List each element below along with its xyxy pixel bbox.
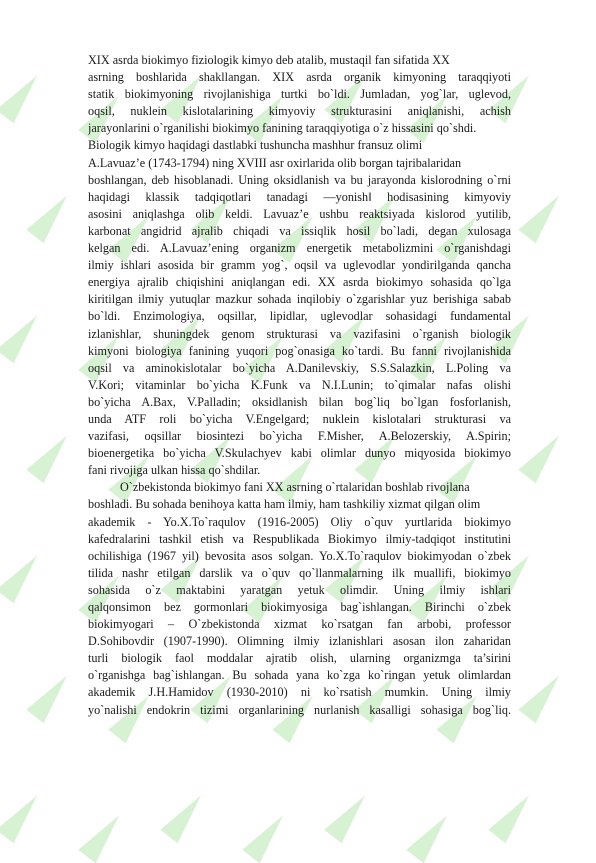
- watermark-mark: [160, 789, 209, 844]
- text-line: statik biokimyoning rivojlanishiga turtki bo`ldi. Jumladan, yog`lar, uglevod,: [88, 87, 511, 102]
- text-line: kafedralarini tashkil etish va Respublikada Biokimyo ilmiy-tadqiqot institutini: [88, 531, 511, 546]
- watermark-mark: [26, 189, 75, 244]
- watermark-mark: [518, 189, 567, 244]
- text-line: O`zbekistonda biokimyo fani XX asrning o`rtalaridan boshlab rivojlana: [120, 480, 470, 495]
- watermark-mark: [0, 549, 46, 604]
- text-line: o`rganishga bag`ishlangan. Bu sohada yana ko`zga ko`ringan yetuk olimlardan: [88, 668, 511, 683]
- text-line: oqsil va aminokislotalar bo`yicha A.Danilevskiy, S.S.Salazkin, L.Poling va: [88, 360, 511, 375]
- text-line: kiritilgan ilmiy yutuqlar mazkur sohada inqilobiy o`zgarishlar yuz berishiga sabab: [88, 292, 511, 307]
- text-line: oqsil, nuklein kislotalarining kimyoviy strukturasini aniqlanishi, achish: [88, 104, 511, 119]
- watermark-mark: [518, 429, 567, 484]
- text-line: jarayonlarini o`rganilishi biokimyo fanining taraqqiyotiga o`z hissasini qo`shdi.: [88, 121, 477, 136]
- text-line: boshladi. Bu sohada benihoya katta ham ilmiy, ham tashkiliy xizmat qilgan olim: [88, 497, 481, 512]
- text-line: asosini aniqlashga olib keldi. Lavuaz’e ushbu reaktsiyada kislorod yutilib,: [88, 206, 511, 221]
- watermark-mark: [324, 789, 373, 844]
- text-line: asrning boshlarida shakllangan. XIX asrda organik kimyoning taraqqiyoti: [88, 70, 511, 85]
- text-line: V.Kori; vitaminlar bo`yicha K.Funk va N.I.Lunin; to`qimalar nafas olishi: [88, 377, 511, 392]
- watermark-mark: [0, 309, 46, 364]
- watermark-mark: [0, 789, 46, 844]
- watermark-mark: [518, 669, 567, 724]
- text-line: kimyoni biologiya fanining yuqori pog`onasiga ko`tardi. Bu fanni rivojlanishida: [88, 343, 511, 358]
- text-line: qalqonsimon bez gormonlari biokimyosiga bag`ishlangan. Birinchi o`zbek: [88, 600, 511, 614]
- text-line: vazifasi, oqsillar biosintezi bo`yicha F.Misher, A.Belozerskiy, A.Spirin;: [88, 429, 511, 444]
- text-line: karbonat angidrid ajralib chiqadi va issiqlik hosil bo`ladi, degan xulosaga: [88, 223, 511, 238]
- text-line: Biologik kimyo haqidagi dastlabki tushuncha mashhur fransuz olimi: [88, 138, 423, 153]
- text-line: ilmiy ishlari asosida bir gramm yog`, oqsil va uglevodlar yondirilganda qancha: [88, 258, 511, 273]
- watermark-mark: [26, 429, 75, 484]
- text-line: yo`nalishi endokrin tizimi organlarining nurlanish kasalligi sohasiga bog`liq.: [88, 702, 511, 717]
- text-line: izlanishlar, shuningdek genom strukturasi va vazifasini o`rganish biologik: [88, 326, 511, 341]
- text-line: sohasida o`z maktabini yaratgan yetuk olimdir. Uning ilmiy ishlari: [88, 582, 511, 597]
- text-line: boshlangan, deb hisoblanadi. Uning oksidlanish va bu jarayonda kislorodning o`rni: [88, 172, 511, 187]
- watermark-mark: [488, 789, 537, 844]
- watermark-mark: [242, 809, 291, 863]
- text-line: haqidagi klassik tadqiqotlari tanadagi ―yonish‖ hodisasining kimyoviy: [88, 189, 511, 204]
- text-line: unda ATF roli bo`yicha V.Engelgard; nuklein kislotalari strukturasi va: [88, 411, 511, 426]
- watermark-mark: [26, 669, 75, 724]
- text-line: bioenergetika bo`yicha V.Skulachyev kabi olimlar dunyo miqyosida biokimyo: [88, 446, 511, 461]
- text-line: bo`ldi. Enzimologiya, oqsillar, lipidlar, uglevodlar sohasidagi fundamental: [88, 309, 511, 324]
- watermark-mark: [78, 809, 127, 863]
- text-line: kelgan edi. A.Lavuaz’ening organizm energetik metabolizmini o`rganishdagi: [88, 241, 511, 256]
- text-line: akademik - Yo.X.To`raqulov (1916-2005) Oliy o`quv yurtlarida biokimyo: [88, 514, 511, 529]
- text-line: bo`yicha A.Bax, V.Palladin; oksidlanish bilan bog`liq bo`lgan fosforlanish,: [88, 394, 511, 409]
- text-line: akademik J.H.Hamidov (1930-2010) ni ko`rsatish mumkin. Uning ilmiy: [88, 685, 511, 700]
- text-line: ochilishiga (1967 yil) bevosita asos solgan. Yo.X.To`raqulov biokimyodan o`zbek: [88, 548, 511, 563]
- text-line: turli biologik faol moddalar ajratib olish, ularning organizmga ta’sirini: [88, 651, 511, 666]
- text-line: energiya ajralib chiqishini aniqlangan edi. XX asrda biokimyo sohasida qo`lga: [88, 275, 511, 290]
- text-line: fani rivojiga ulkan hissa qo`shdilar.: [88, 463, 261, 478]
- text-line: A.Lavuaz’e (1743-1794) ning XVIII asr oxirlarida olib borgan tajribalaridan: [88, 155, 462, 170]
- text-line: biokimyogari – O`zbekistonda xizmat ko`rsatgan fan arbobi, professor: [88, 617, 511, 632]
- text-line: D.Sohibovdir (1907-1990). Olimning ilmiy izlanishlari asosan ilon zaharidan: [88, 634, 511, 649]
- watermark-mark: [0, 69, 46, 124]
- watermark-mark: [406, 809, 455, 863]
- document-body: [88, 52, 511, 719]
- text-line: tilida nashr etilgan darslik va o`quv qo`llanmalarning ilk muallifi, biokimyo: [88, 565, 511, 580]
- text-line: XIX asrda biokimyo fiziologik kimyo deb atalib, mustaqil fan sifatida XX: [88, 53, 450, 67]
